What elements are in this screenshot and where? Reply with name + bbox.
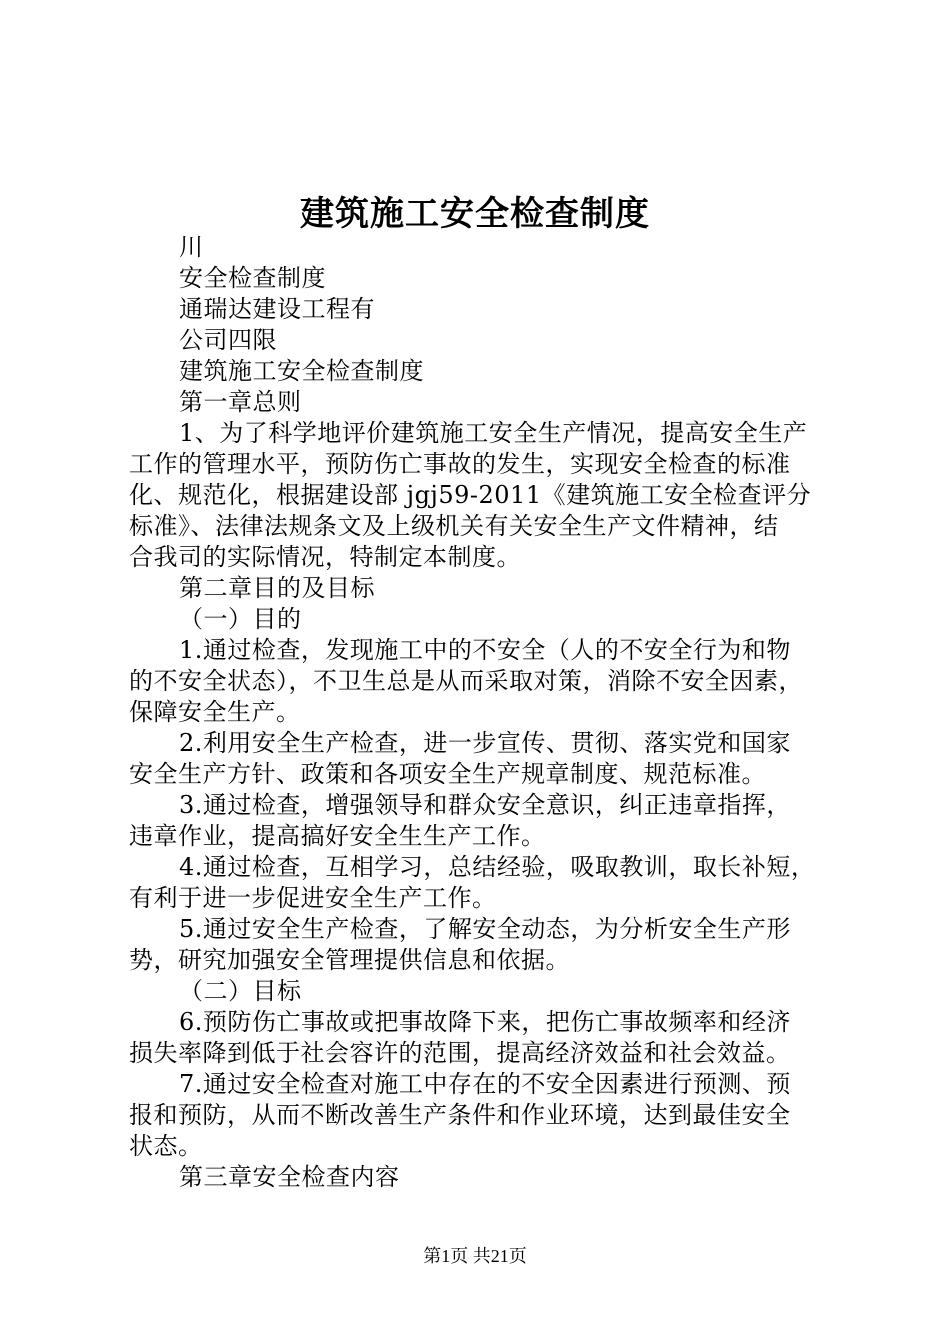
text-line: 第一章总则 — [179, 388, 302, 416]
text-line: 损失率降到低于社会容许的范围，提高经济效益和社会效益。 — [129, 1039, 791, 1067]
document-body — [129, 232, 834, 1193]
text-line: （一）目的 — [179, 605, 302, 633]
text-line: 4.通过检查，互相学习，总结经验，吸取教训，取长补短， — [179, 853, 816, 881]
text-line: 工作的管理水平，预防伤亡事故的发生，实现安全检查的标准 — [129, 450, 791, 478]
text-line: 势，研究加强安全管理提供信息和依据。 — [129, 946, 570, 974]
text-line: 3.通过检查，增强领导和群众安全意识，纠正违章指挥， — [179, 791, 791, 819]
text-line: 标准》、法律法规条文及上级机关有关安全生产文件精神，结 — [129, 512, 779, 540]
text-line: 状态。 — [129, 1132, 203, 1160]
page-footer: 第1页 共21页 — [423, 1246, 527, 1266]
text-line: 公司四限 — [179, 326, 277, 354]
text-line: 建筑施工安全检查制度 — [179, 357, 424, 385]
text-line: 川 — [179, 233, 204, 261]
page-title: 建筑施工安全检查制度 — [300, 194, 650, 234]
text-line: 1、为了科学地评价建筑施工安全生产情况，提高安全生产 — [179, 419, 808, 447]
text-line: 通瑞达建设工程有 — [179, 295, 375, 323]
text-line: 2.利用安全生产检查，进一步宣传、贯彻、落实党和国家 — [179, 729, 791, 757]
text-line: 1.通过检查，发现施工中的不安全（人的不安全行为和物 — [179, 636, 791, 664]
text-line: 安全检查制度 — [179, 264, 326, 292]
text-line: 化、规范化，根据建设部 jgj59-2011《建筑施工安全检查评分 — [129, 481, 812, 509]
text-line: 5.通过安全生产检查，了解安全动态，为分析安全生产形 — [179, 915, 791, 943]
text-line: 的不安全状态），不卫生总是从而采取对策，消除不安全因素， — [129, 667, 803, 695]
text-line: 第三章安全检查内容 — [179, 1163, 400, 1191]
text-line: 合我司的实际情况，特制定本制度。 — [129, 543, 521, 571]
text-line: 7.通过安全检查对施工中存在的不安全因素进行预测、预 — [179, 1070, 791, 1098]
text-line: 违章作业，提高搞好安全生生产工作。 — [129, 822, 546, 850]
text-line: 安全生产方针、政策和各项安全生产规章制度、规范标准。 — [129, 760, 766, 788]
text-line: 6.预防伤亡事故或把事故降下来，把伤亡事故频率和经济 — [179, 1008, 791, 1036]
text-line: （二）目标 — [179, 977, 302, 1005]
text-line: 报和预防，从而不断改善生产条件和作业环境，达到最佳安全 — [129, 1101, 791, 1129]
text-line: 第二章目的及目标 — [179, 574, 375, 602]
text-line: 保障安全生产。 — [129, 698, 301, 726]
text-line: 有利于进一步促进安全生产工作。 — [129, 884, 497, 912]
